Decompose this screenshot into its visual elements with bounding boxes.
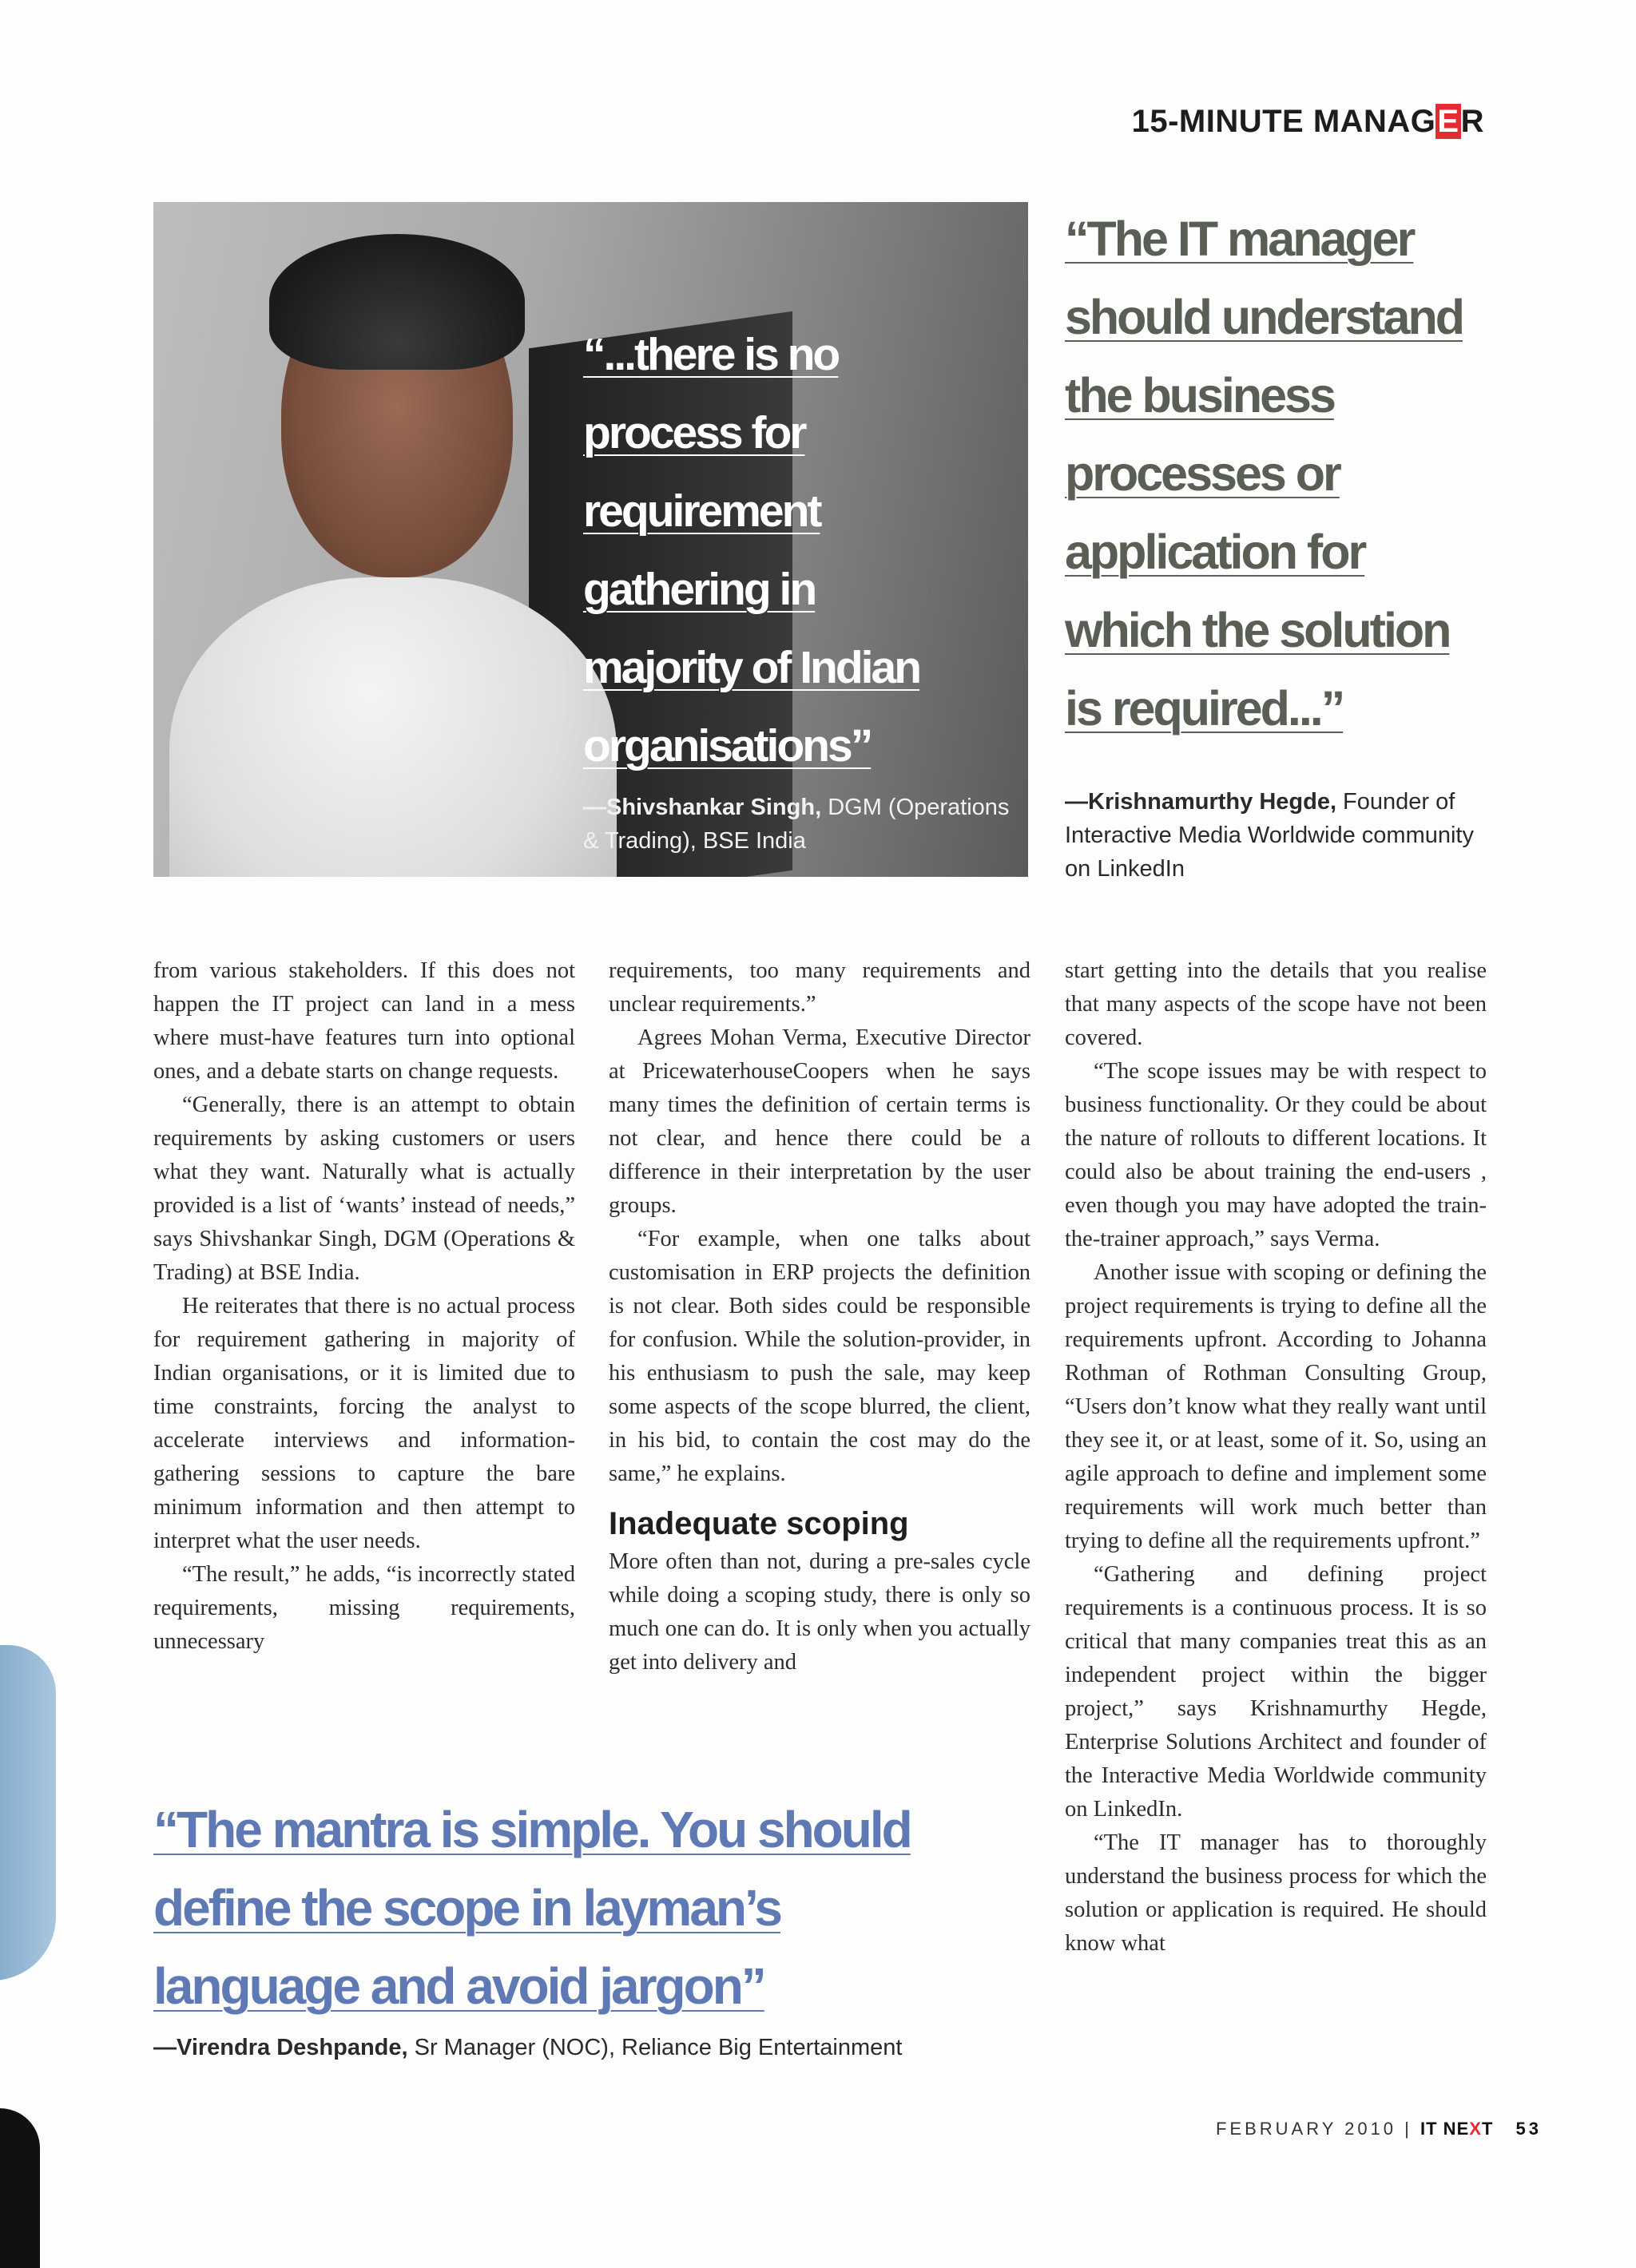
attribution-role: Founder of Interactive Media Worldwide community on LinkedIn: [1065, 789, 1474, 882]
decorative-dark-image: [0, 2108, 40, 2268]
bottom-quote-attribution: [153, 2035, 902, 2061]
section-title: [1132, 104, 1484, 140]
decorative-sleeve-image: [0, 1645, 56, 1981]
body-column-2: [609, 954, 1030, 1679]
attribution-name: —Krishnamurthy Hegde,: [1065, 789, 1336, 815]
body-paragraph: requirements, too many requirements and unclear requirements.”: [609, 958, 1030, 1017]
brand-accent: X: [1469, 2119, 1482, 2139]
body-paragraph: More often than not, during a pre-sales cycle while doing a scoping study, there is only so much one can do. It is only when you actually get into delivery and: [609, 1549, 1030, 1675]
right-quote-line: “The IT manager: [1065, 212, 1414, 266]
photo-hair: [269, 234, 525, 370]
body-paragraph: “For example, when one talks about customisation in ERP projects the definition is not clear. Both sides could be responsible for confusion. While the solution-provider, in his enthusiasm to push the sale, may keep some aspects of the scope blurred, the client, in his bid, to contain the cost may do the same,” he explains.: [609, 1227, 1030, 1486]
section-title-suffix: R: [1460, 104, 1484, 139]
subheading: Inadequate scoping: [609, 1506, 909, 1541]
right-pull-quote: [1065, 200, 1496, 747]
body-paragraph: Another issue with scoping or defining the project requirements is trying to define all the requirements upfront. According to Johanna Rothman of Rothman Consulting Group, “Users don’t know what they really want until they see it, or at least, some of it. So, using an agile approach to define and implement some requirements will work much better than trying to define all the requirements upfront.”: [1065, 1260, 1487, 1553]
brand-text: T: [1481, 2119, 1494, 2139]
bottom-quote-line: language and avoid jargon”: [153, 1957, 764, 2015]
right-quote-line: which the solution: [1065, 603, 1450, 657]
body-paragraph: Agrees Mohan Verma, Executive Director at PricewaterhouseCoopers when he says many times the definition of certain terms is not clear, and hence there could be a difference in their interpretation by the user groups.: [609, 1025, 1030, 1218]
footer-brand: [1420, 2119, 1493, 2139]
photo-quote-line: gathering in: [583, 564, 816, 615]
page-number: 53: [1515, 2119, 1542, 2139]
section-title-highlight: E: [1437, 104, 1459, 139]
brand-text: IT NE: [1420, 2119, 1470, 2139]
body-column-1: [153, 954, 575, 1659]
photo-quote-attribution: [583, 791, 1015, 858]
attribution-name: —Shivshankar Singh,: [583, 795, 822, 820]
body-paragraph: “The scope issues may be with respect to business functionality. Or they could be about the nature of rollouts to different locations. It could also be about training the end-users , even though you may have adopted the train-the-trainer approach,” says Verma.: [1065, 1059, 1487, 1251]
right-quote-line: the business: [1065, 368, 1334, 422]
attribution-name: —Virendra Deshpande,: [153, 2035, 408, 2060]
photo-quote-line: majority of Indian: [583, 642, 920, 693]
photo-quote-line: organisations”: [583, 720, 872, 771]
photo-quote-line: “...there is no: [583, 329, 839, 380]
body-paragraph: He reiterates that there is no actual process for requirement gathering in majority of Indian organisations, or it is limited due to time constraints, forcing the analyst to accelerate interviews and information-gathering sessions to capture the bare minimum information and then attempt to interpret what the user needs.: [153, 1294, 575, 1553]
photo-shirt: [169, 577, 617, 877]
bottom-pull-quote: [153, 1790, 1032, 2025]
footer-date: FEBRUARY 2010: [1215, 2119, 1397, 2139]
body-column-3: [1065, 954, 1487, 1961]
right-quote-attribution: [1065, 785, 1480, 886]
body-paragraph: “The IT manager has to thoroughly understand the business process for which the solution or application is required. He should know what: [1065, 1830, 1487, 1956]
section-title-prefix: 15-MINUTE MANAG: [1131, 104, 1436, 139]
attribution-role: DGM (Operations & Trading), BSE India: [583, 795, 1010, 854]
right-quote-line: is required...”: [1065, 681, 1344, 736]
right-quote-line: should understand: [1065, 290, 1463, 344]
body-paragraph: from various stakeholders. If this does not happen the IT project can land in a mess where must-have features turn into optional ones, and a debate starts on change requests.: [153, 958, 575, 1084]
right-quote-line: processes or: [1065, 446, 1340, 501]
attribution-role: Sr Manager (NOC), Reliance Big Entertainment: [407, 2035, 903, 2060]
photo-pull-quote: [583, 315, 999, 785]
right-quote-line: application for: [1065, 525, 1365, 579]
footer-separator: |: [1404, 2119, 1412, 2139]
body-paragraph: “Generally, there is an attempt to obtain requirements by asking customers or users what they want. Naturally what is actually provided is a list of ‘wants’ instead of needs,” says Shivshankar Singh, DGM (Operations & Trading) at BSE India.: [153, 1092, 575, 1285]
body-paragraph: start getting into the details that you realise that many aspects of the scope have not been covered.: [1065, 958, 1487, 1050]
bottom-quote-line: “The mantra is simple. You should: [153, 1801, 911, 1858]
photo-quote-line: process for: [583, 407, 805, 458]
photo-quote-line: requirement: [583, 486, 820, 537]
body-paragraph: “Gathering and defining project requirements is a continuous process. It is so critical that many companies treat this as an independent project within the bigger project,” says Krishnamurthy Hegde, Enterprise Solutions Architect and founder of the Interactive Media Worldwide community on LinkedIn.: [1065, 1562, 1487, 1822]
body-paragraph: “The result,” he adds, “is incorrectly stated requirements, missing requirements, unnecessary: [153, 1562, 575, 1654]
bottom-quote-line: define the scope in layman’s: [153, 1879, 780, 1937]
page-footer: [1216, 2119, 1542, 2139]
